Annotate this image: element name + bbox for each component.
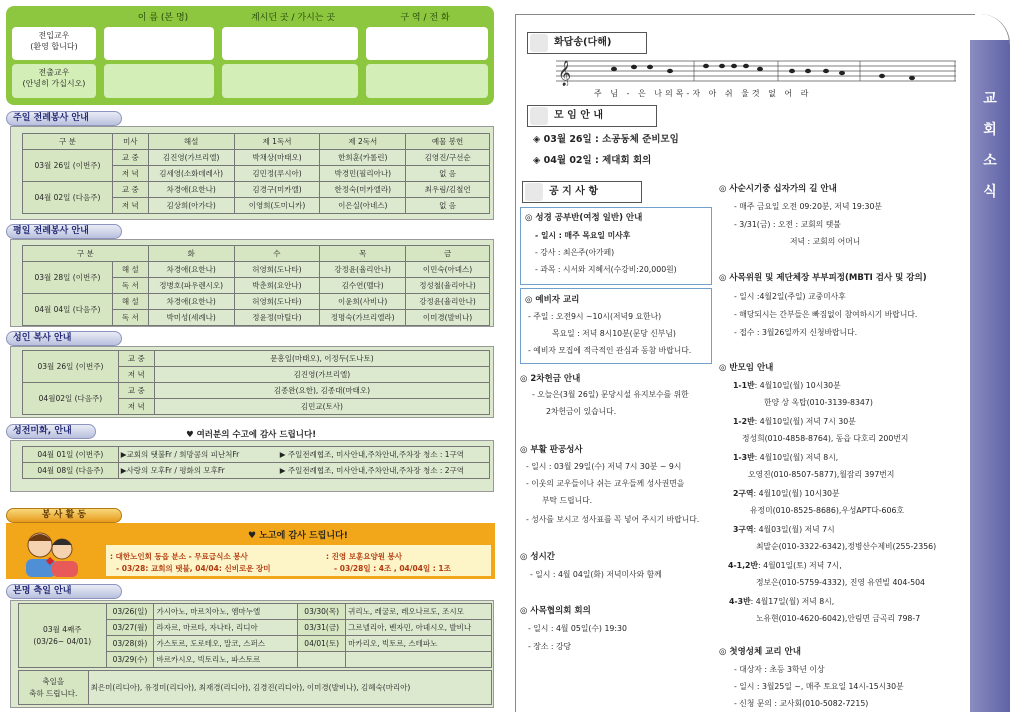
date-cell: 04월02일 (다음주) (23, 383, 119, 415)
notice-line: 2차헌금이 있습니다. (546, 407, 617, 416)
table-row (23, 463, 490, 479)
stations-title: ◎ 사순시기중 십자가의 길 안내 (719, 184, 837, 194)
ban-key: 1-3반 (733, 453, 755, 462)
notice-line: - 일시 : 4월 05일(수) 19:30 (528, 624, 627, 633)
mass-cell: 교 중 (118, 351, 154, 367)
notice-line: - 예비자 모집에 적극적인 관심과 동참 바랍니다. (528, 346, 692, 355)
move-in-address-field (222, 27, 358, 60)
volunteer-right-line: - 03/28일 : 4조 , 04/04일 : 1조 (334, 564, 451, 573)
dove-icon (525, 183, 543, 201)
notice-line: - 성사를 보시고 성사표를 꼭 넣어 주시기 바랍니다. (526, 515, 700, 524)
ban-value: : 4월10일(월) 저녁 7시 30분 (754, 417, 856, 426)
cell: ▶ 주일전례협조, 미사안내,주차안내,주차장 청소 : 2구역 (278, 463, 490, 479)
meeting-title (527, 105, 657, 127)
cell: 김민정(루시아) (234, 166, 320, 182)
header-cell: 금 (406, 246, 490, 262)
cell: 김종완(요한), 김종대(마태오) (154, 383, 489, 399)
volunteer-title: 봉 사 활 동 (6, 508, 122, 523)
side-char: 소 (983, 153, 997, 169)
retreat-title: ◎ 사목위원 및 제단체장 부부피정(MBTI 검사 및 강의) (719, 273, 927, 283)
cell: 허영희(도나타) (234, 294, 320, 310)
cell: 정성철(율리아나) (406, 278, 490, 294)
cell: 박춘희(요안나) (234, 278, 320, 294)
cell: 김세영(소화데레사) (148, 166, 234, 182)
notice-line: 목요일 : 저녁 8시10분(문당 신부님) (552, 329, 676, 338)
cell: 김수연(멜다) (320, 278, 406, 294)
date-cell: 03/31(금) (298, 620, 346, 636)
ban-sub: 유정미(010-8525-8686),우성APT다-606호 (750, 506, 904, 515)
ban-value: : 4월01일(토) 저녁 7시, (758, 561, 842, 570)
date-cell: 04월 04일 (다음주) (23, 294, 113, 326)
cell: 한정숙(미카엘라) (320, 182, 406, 198)
side-char: 회 (983, 122, 997, 138)
ban-item (733, 377, 841, 394)
notice-line: - 신청 문의 : 교사회(010-5082-7215) (734, 699, 869, 708)
mass-cell: 교 중 (112, 150, 148, 166)
right-left-rule (515, 14, 516, 712)
header-cell: 구 분 (23, 246, 149, 262)
cell: 박채상(마태오) (234, 150, 320, 166)
move-in-name-field (104, 27, 214, 60)
cell: 김상희(아가다) (148, 198, 234, 214)
cell: 정명숙(가브리엘라) (320, 310, 406, 326)
feast-bless-table (18, 670, 492, 705)
notice-line: - 일시 : 매주 목요일 미사후 (535, 231, 631, 240)
hymn-lyrics: 주 님 - 은 나의목-자 아 쉬 울것 없 어 라 (594, 89, 812, 98)
header-cell: 수 (234, 246, 320, 262)
cell: 박경민(필리아나) (320, 166, 406, 182)
move-in-area-field (366, 27, 488, 60)
notice-line: - 오늘은(3월 26일) 문당시설 유지보수를 위한 (532, 390, 689, 399)
notice-line: - 3/31(금) : 오전 : 교회의 탯불 (734, 220, 841, 229)
ban-sub: 정보은(010-5759-4332), 진영 유연빌 404-504 (756, 578, 926, 587)
table-row (23, 150, 490, 166)
header-cell: 목 (320, 246, 406, 262)
council-title: ◎ 사목협의회 회의 (520, 606, 591, 616)
cell: 없 음 (406, 198, 490, 214)
ban-key: 2구역 (733, 489, 754, 498)
mass-cell: 저 녁 (112, 166, 148, 182)
hymn-title-text: 화답송(다해) (554, 37, 612, 48)
date-cell: 04/01(토) (298, 636, 346, 652)
table-row (23, 182, 490, 198)
notice-line: - 장소 : 강당 (528, 642, 572, 651)
ban-sub: 정성희(010-4858-8764), 동읍 다호리 200번지 (742, 434, 909, 443)
move-in-label: 전입교우 (환영 합니다) (12, 27, 96, 60)
table-row (23, 351, 490, 367)
cell: 최우림/김철언 (406, 182, 490, 198)
notice-line: - 매주 금요일 오전 09:20분, 저녁 19:30분 (734, 202, 882, 211)
cell: 김민교(토사) (154, 399, 489, 415)
svg-text:𝄞: 𝄞 (558, 61, 572, 86)
notice-line: 부탁 드립니다. (542, 496, 593, 505)
notice-line: - 일시 : 03월 29일(수) 저녁 7시 30분 ~ 9시 (526, 462, 682, 471)
date-cell: 03/29(수) (106, 652, 154, 668)
meeting-item: ◈ 03월 26일 : 소공동체 준비모임 (533, 134, 679, 145)
cleaning-table (22, 446, 490, 479)
ban-item (733, 449, 838, 466)
cell: 김진영(가브리엘) (154, 367, 489, 383)
meeting-item: ◈ 04월 02일 : 제대회 회의 (533, 155, 652, 166)
volunteer-thanks: ♥ 노고에 감사 드립니다! (248, 531, 348, 541)
dove-icon (530, 34, 548, 52)
cleaning-title: 성전미화, 안내 (6, 424, 96, 439)
date-cell: 04월 08일 (다음주) (23, 463, 119, 479)
tab-curve (920, 14, 1010, 44)
ban-sub: 한양 상 옥탑(010-3139-8347) (764, 398, 873, 407)
altar-server-title: 성인 복사 안내 (6, 331, 122, 346)
header-cell: 제 2독서 (320, 134, 406, 150)
cell: 라자르, 마르타, 자나타, 리디아 (154, 620, 298, 636)
date-cell: 03/30(목) (298, 604, 346, 620)
cell: 김영진/구선순 (406, 150, 490, 166)
cell: 차경애(요한나) (148, 294, 234, 310)
ban-item (729, 593, 834, 610)
ban-key: 4-3반 (729, 597, 751, 606)
role-cell: 해 설 (112, 294, 148, 310)
notice-line: - 접수 : 3월26일까지 신청바랍니다. (734, 328, 858, 337)
volunteer-right-head: : 진영 보훈요양원 봉사 (326, 552, 403, 561)
meeting-title-text: 모 임 안 내 (554, 110, 604, 121)
cell: 없 음 (406, 166, 490, 182)
cell: 김진영(가브리엘) (148, 150, 234, 166)
cell: 박미성(세례나) (148, 310, 234, 326)
cell: 차경애(요한나) (148, 262, 234, 278)
cell: 귀리노, 레굴로, 레오나르도, 조시모 (346, 604, 492, 620)
date-cell: 03/27(월) (106, 620, 154, 636)
ban-value: : 4월10일(월) 10시30분 (754, 381, 841, 390)
church-news-side-tab (970, 40, 1010, 712)
move-out-name-field (104, 64, 214, 98)
weekday-service-table (22, 245, 490, 326)
ban-item (728, 557, 842, 574)
date-cell: 03/26(일) (106, 604, 154, 620)
table-row (23, 447, 490, 463)
second-collection-title: ◎ 2차헌금 안내 (520, 374, 581, 384)
notice-line: - 과목 : 시서와 지혜서(수강비:20,000원) (535, 265, 677, 274)
hymn-title (527, 32, 647, 54)
date-cell: 03/28(화) (106, 636, 154, 652)
ban-item (733, 521, 835, 538)
sunday-service-title: 주일 전례봉사 안내 (6, 111, 122, 126)
feast-title: 본명 축일 안내 (6, 584, 122, 599)
cell: 김경구(미카엘) (234, 182, 320, 198)
ban-value: : 4월10일(월) 10시30분 (753, 489, 840, 498)
cell: ▶교회의 탯불Fr / 희망콤의 피난처Fr (118, 447, 278, 463)
role-cell: 독 서 (112, 278, 148, 294)
notice-line: - 일시 : 4월 04일(화) 저녁미사와 함께 (530, 570, 662, 579)
cell: 이윤희(사비나) (320, 294, 406, 310)
confession-title: ◎ 부활 판공성사 (520, 445, 583, 455)
hymn-score (556, 56, 956, 86)
ban-sub: 노유현(010-4620-6042),안림면 금곡리 798-7 (756, 614, 921, 623)
ban-value: : 4월03일(월) 저녁 7시 (753, 525, 835, 534)
ban-key: 3구역 (733, 525, 754, 534)
cell: 마카리오, 빅토르, 스테파노 (346, 636, 492, 652)
header-cell: 화 (148, 246, 234, 262)
week-cell: 03월 4째주 (03/26~ 04/01) (19, 604, 107, 668)
header-cell: 구 분 (23, 134, 113, 150)
date-cell: 03월 26일 (이번주) (23, 150, 113, 182)
header-cell: 예물 봉헌 (406, 134, 490, 150)
cell (346, 652, 492, 668)
volunteer-illustration (16, 527, 84, 577)
mass-cell: 교 중 (118, 383, 154, 399)
mass-cell: 저 녁 (112, 198, 148, 214)
table-row (23, 294, 490, 310)
cell: ▶ 주일전례협조, 미사안내,주차안내,주차장 청소 : 1구역 (278, 447, 490, 463)
cell: 강정윤(율리안나) (320, 262, 406, 278)
cell: 가스토르, 도로테오, 말코, 스퍼스 (154, 636, 298, 652)
header-cell: 미사 (112, 134, 148, 150)
weekday-service-title: 평일 전례봉사 안내 (6, 224, 122, 239)
cell: 이민숙(아녜스) (406, 262, 490, 278)
move-out-label: 전출교우 (안녕히 가십시오) (12, 64, 96, 98)
first-communion-title: ◎ 첫영성체 교리 안내 (719, 647, 801, 657)
date-cell: 04월 01일 (이번주) (23, 447, 119, 463)
cell: 허영희(도나타) (234, 262, 320, 278)
cell: 정병호(파우렌시오) (148, 278, 234, 294)
catechumen-title: ◎ 예비자 교리 (525, 295, 580, 305)
mass-cell: 교 중 (112, 182, 148, 198)
ban-key: 4-1,2반 (728, 561, 759, 570)
cell: 정윤정(마틸다) (234, 310, 320, 326)
date-cell: 03월 26일 (이번주) (23, 351, 119, 383)
side-char: 교 (983, 91, 997, 107)
sunday-service-table (22, 133, 490, 214)
altar-server-table (22, 350, 490, 415)
move-out-address-field (222, 64, 358, 98)
ban-item (733, 485, 840, 502)
cell: 차경애(요한나) (148, 182, 234, 198)
ban-meeting-title: ◎ 반모임 안내 (719, 363, 774, 373)
dove-icon (530, 107, 548, 125)
cell: 문흥일(마태오), 이정두(도나토) (154, 351, 489, 367)
table-row (19, 604, 492, 620)
cell: 강정윤(율리안나) (406, 294, 490, 310)
notice-line: - 해당되시는 간부들은 빠짐없이 참여하시기 바랍니다. (734, 310, 918, 319)
ban-value: : 4월17일(월) 저녁 8시, (750, 597, 835, 606)
notice-line: - 일시 :4월2일(주일) 교중미사후 (734, 292, 846, 301)
date-cell: 03월 28일 (이번주) (23, 262, 113, 294)
notice-line: 저녁 : 교회의 어머니 (790, 237, 861, 246)
visitor-header-area: 구 역 / 전 화 (400, 13, 450, 23)
date-cell: 04월 02일 (다음주) (23, 182, 113, 214)
ban-item (733, 413, 856, 430)
ban-sub: 최말순(010-3322-6342),정병산수제비(255-2356) (756, 542, 937, 551)
ban-sub: 오영진(010-8507-5877),월잠리 397번지 (748, 470, 895, 479)
ban-key: 1-1반 (733, 381, 755, 390)
move-out-area-field (366, 64, 488, 98)
cleaning-thanks: ♥ 여러분의 수고에 감사 드립니다! (186, 430, 317, 440)
notice-line: - 이웃의 교우들이나 쉬는 교우들께 성사권면을 (526, 479, 685, 488)
side-char: 식 (983, 184, 997, 200)
ban-value: : 4월10일(월) 저녁 8시, (754, 453, 839, 462)
notice-line: - 일시 : 3월25일 ~, 매주 토요일 14시-15시30분 (734, 682, 904, 691)
notice-line: - 주일 : 오전9시 ~10시(저녁9 요한나) (528, 312, 662, 321)
cell: 한희훈(카롤린) (320, 150, 406, 166)
bless-label: 축일을 축하 드립니다. (19, 671, 89, 705)
notice-line: - 대상자 : 초등 3학년 이상 (734, 665, 825, 674)
notice-line: - 강사 : 최은주(아가페) (535, 248, 615, 257)
right-top-rule (515, 14, 975, 15)
feast-table (18, 603, 492, 668)
table-row (23, 262, 490, 278)
table-row (19, 671, 492, 705)
cell: ▶사랑의 모후Fr / 평화의 모후Fr (118, 463, 278, 479)
mass-cell: 저 녁 (118, 367, 154, 383)
cell: 이영희(도미니카) (234, 198, 320, 214)
volunteer-left-head: : 대한노인회 동읍 분소 - 무료급식소 봉사 (110, 552, 248, 561)
bible-study-title: ◎ 성경 공부반(여정 일반) 안내 (525, 213, 643, 223)
ban-key: 1-2반 (733, 417, 755, 426)
role-cell: 해 설 (112, 262, 148, 278)
notice-title-text: 공 지 사 항 (549, 186, 599, 197)
cell: 이은실(아네스) (320, 198, 406, 214)
notice-title (522, 181, 642, 203)
visitor-panel (6, 6, 494, 105)
table-row (23, 383, 490, 399)
cell: 이미경(발비나) (406, 310, 490, 326)
holy-hour-title: ◎ 성시간 (520, 552, 556, 562)
cell: 가시아노, 마르치아노, 엠마누엘 (154, 604, 298, 620)
bless-names: 최은미(리디아), 유정미(리디아), 최재경(리디아), 김경진(리디아), 이미경(발비나), 김혜숙(마리아) (88, 671, 491, 705)
volunteer-left-line: - 03/28: 교회의 탯불, 04/04: 신비로운 장미 (116, 564, 271, 573)
date-cell (298, 652, 346, 668)
visitor-header-name: 이 름 (본 명) (137, 13, 189, 23)
cell: 바르카시오, 빅토리노, 파스토르 (154, 652, 298, 668)
mass-cell: 저 녁 (118, 399, 154, 415)
role-cell: 독 서 (112, 310, 148, 326)
cell: 그르넬리아, 벤자민, 아녜시오, 발비나 (346, 620, 492, 636)
visitor-header-address: 계시던 곳 / 가시는 곳 (250, 13, 336, 23)
header-cell: 제 1독서 (234, 134, 320, 150)
header-cell: 해설 (148, 134, 234, 150)
